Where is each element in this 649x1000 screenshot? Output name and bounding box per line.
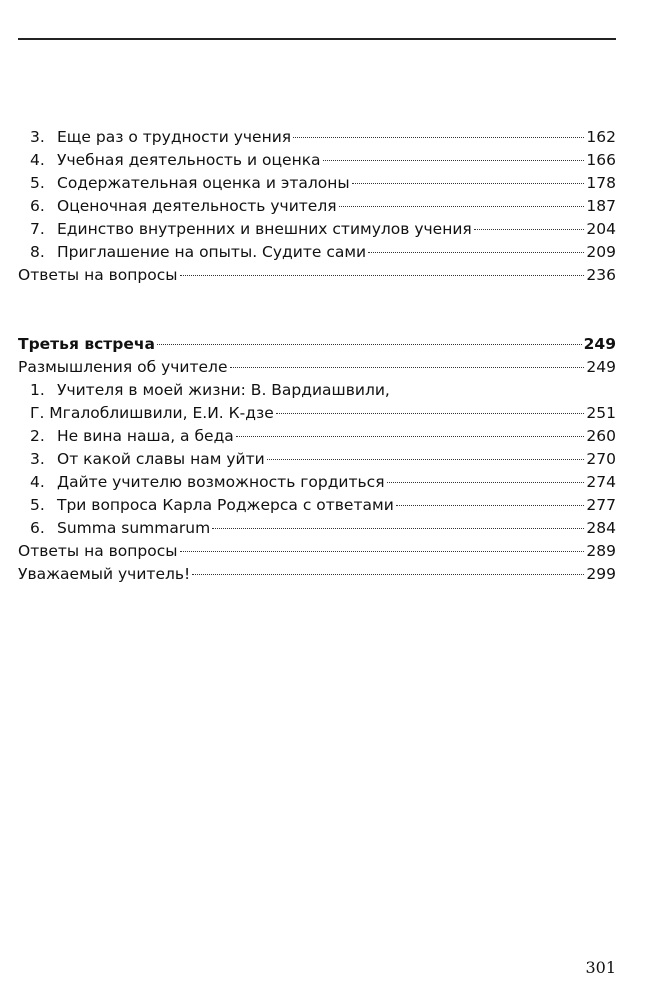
entry-page: 289 (586, 542, 616, 560)
dot-leader (192, 574, 584, 575)
entry-number: 7. (30, 220, 45, 238)
entry-number: 6. (30, 519, 45, 537)
toc-entry-part-three[interactable] (18, 333, 616, 356)
entry-number: 4. (30, 151, 45, 169)
toc-entry-a-8[interactable] (18, 241, 616, 264)
toc-entry-b-3[interactable] (18, 448, 616, 471)
entry-number: 3. (30, 450, 45, 468)
entry-title: Три вопроса Карла Роджерса с ответами (57, 496, 394, 514)
entry-title-continuation: Г. Мгалоблишвили, Е.И. К-дзе (30, 404, 274, 422)
toc-entry-b-6[interactable] (18, 517, 616, 540)
entry-page: 178 (586, 174, 616, 192)
dot-leader (180, 275, 585, 276)
entry-title: От какой славы нам уйти (57, 450, 265, 468)
toc-entry-b-5[interactable] (18, 494, 616, 517)
toc-entry-a-6[interactable] (18, 195, 616, 218)
page-number: 301 (585, 958, 616, 977)
entry-page: 249 (586, 358, 616, 376)
toc-entry-answers-a[interactable] (18, 264, 616, 287)
entry-page: 299 (586, 565, 616, 583)
dot-leader (293, 137, 584, 138)
entry-page: 274 (586, 473, 616, 491)
entry-number: 8. (30, 243, 45, 261)
entry-title: Оценочная деятельность учителя (57, 197, 337, 215)
entry-title: Дайте учителю возможность гордиться (57, 473, 385, 491)
entry-title: Не вина наша, а беда (57, 427, 234, 445)
toc-entry-b-1-continuation[interactable] (18, 402, 616, 425)
entry-title: Учителя в моей жизни: В. Вардиашвили, (57, 381, 390, 399)
toc-entry-a-7[interactable] (18, 218, 616, 241)
entry-number: 6. (30, 197, 45, 215)
entry-page: 270 (586, 450, 616, 468)
toc-entry-b-1[interactable] (18, 379, 616, 402)
entry-page: 187 (586, 197, 616, 215)
entry-number: 5. (30, 174, 45, 192)
dot-leader (212, 528, 584, 529)
entry-page: 251 (586, 404, 616, 422)
dot-leader (236, 436, 585, 437)
entry-page: 162 (586, 128, 616, 146)
dot-leader (276, 413, 585, 414)
entry-page: 209 (586, 243, 616, 261)
entry-number: 2. (30, 427, 45, 445)
section-gap (18, 287, 616, 333)
dot-leader (352, 183, 585, 184)
toc-entry-a-5[interactable] (18, 172, 616, 195)
dot-leader (180, 551, 585, 552)
entry-title: Еще раз о трудности учения (57, 128, 292, 146)
toc-entry-closing[interactable] (18, 563, 616, 586)
entry-title: Ответы на вопросы (18, 542, 178, 560)
toc-entry-a-3[interactable] (18, 126, 616, 149)
entry-title: Ответы на вопросы (18, 266, 178, 284)
dot-leader (368, 252, 584, 253)
entry-number: 4. (30, 473, 45, 491)
toc-entry-b-2[interactable] (18, 425, 616, 448)
entry-page: 166 (586, 151, 616, 169)
toc-entry-b-4[interactable] (18, 471, 616, 494)
dot-leader (323, 160, 585, 161)
entry-title: Третья встреча (18, 335, 156, 353)
entry-title: Единство внутренних и внешних стимулов учения (57, 220, 472, 238)
entry-page: 236 (586, 266, 616, 284)
dot-leader (267, 459, 585, 460)
toc-entry-reflections[interactable] (18, 356, 616, 379)
entry-page: 204 (586, 220, 616, 238)
entry-number: 3. (30, 128, 45, 146)
entry-title: Содержательная оценка и эталоны (57, 174, 350, 192)
dot-leader (474, 229, 585, 230)
dot-leader (230, 367, 585, 368)
entry-number: 1. (30, 381, 45, 399)
toc-entry-answers-b[interactable] (18, 540, 616, 563)
entry-title: Размышления об учителе (18, 358, 228, 376)
entry-page: 277 (586, 496, 616, 514)
entry-number: 5. (30, 496, 45, 514)
dot-leader (396, 505, 585, 506)
dot-leader (157, 344, 582, 345)
table-of-contents (18, 126, 616, 586)
entry-title: Учебная деятельность и оценка (57, 151, 321, 169)
entry-title: Приглашение на опыты. Судите сами (57, 243, 367, 261)
toc-entry-a-4[interactable] (18, 149, 616, 172)
dot-leader (339, 206, 585, 207)
entry-title: Summa summarum (57, 519, 211, 537)
dot-leader (387, 482, 585, 483)
entry-page: 249 (583, 335, 616, 353)
entry-title: Уважаемый учитель! (18, 565, 191, 583)
entry-page: 260 (586, 427, 616, 445)
top-rule (18, 38, 616, 40)
entry-page: 284 (586, 519, 616, 537)
